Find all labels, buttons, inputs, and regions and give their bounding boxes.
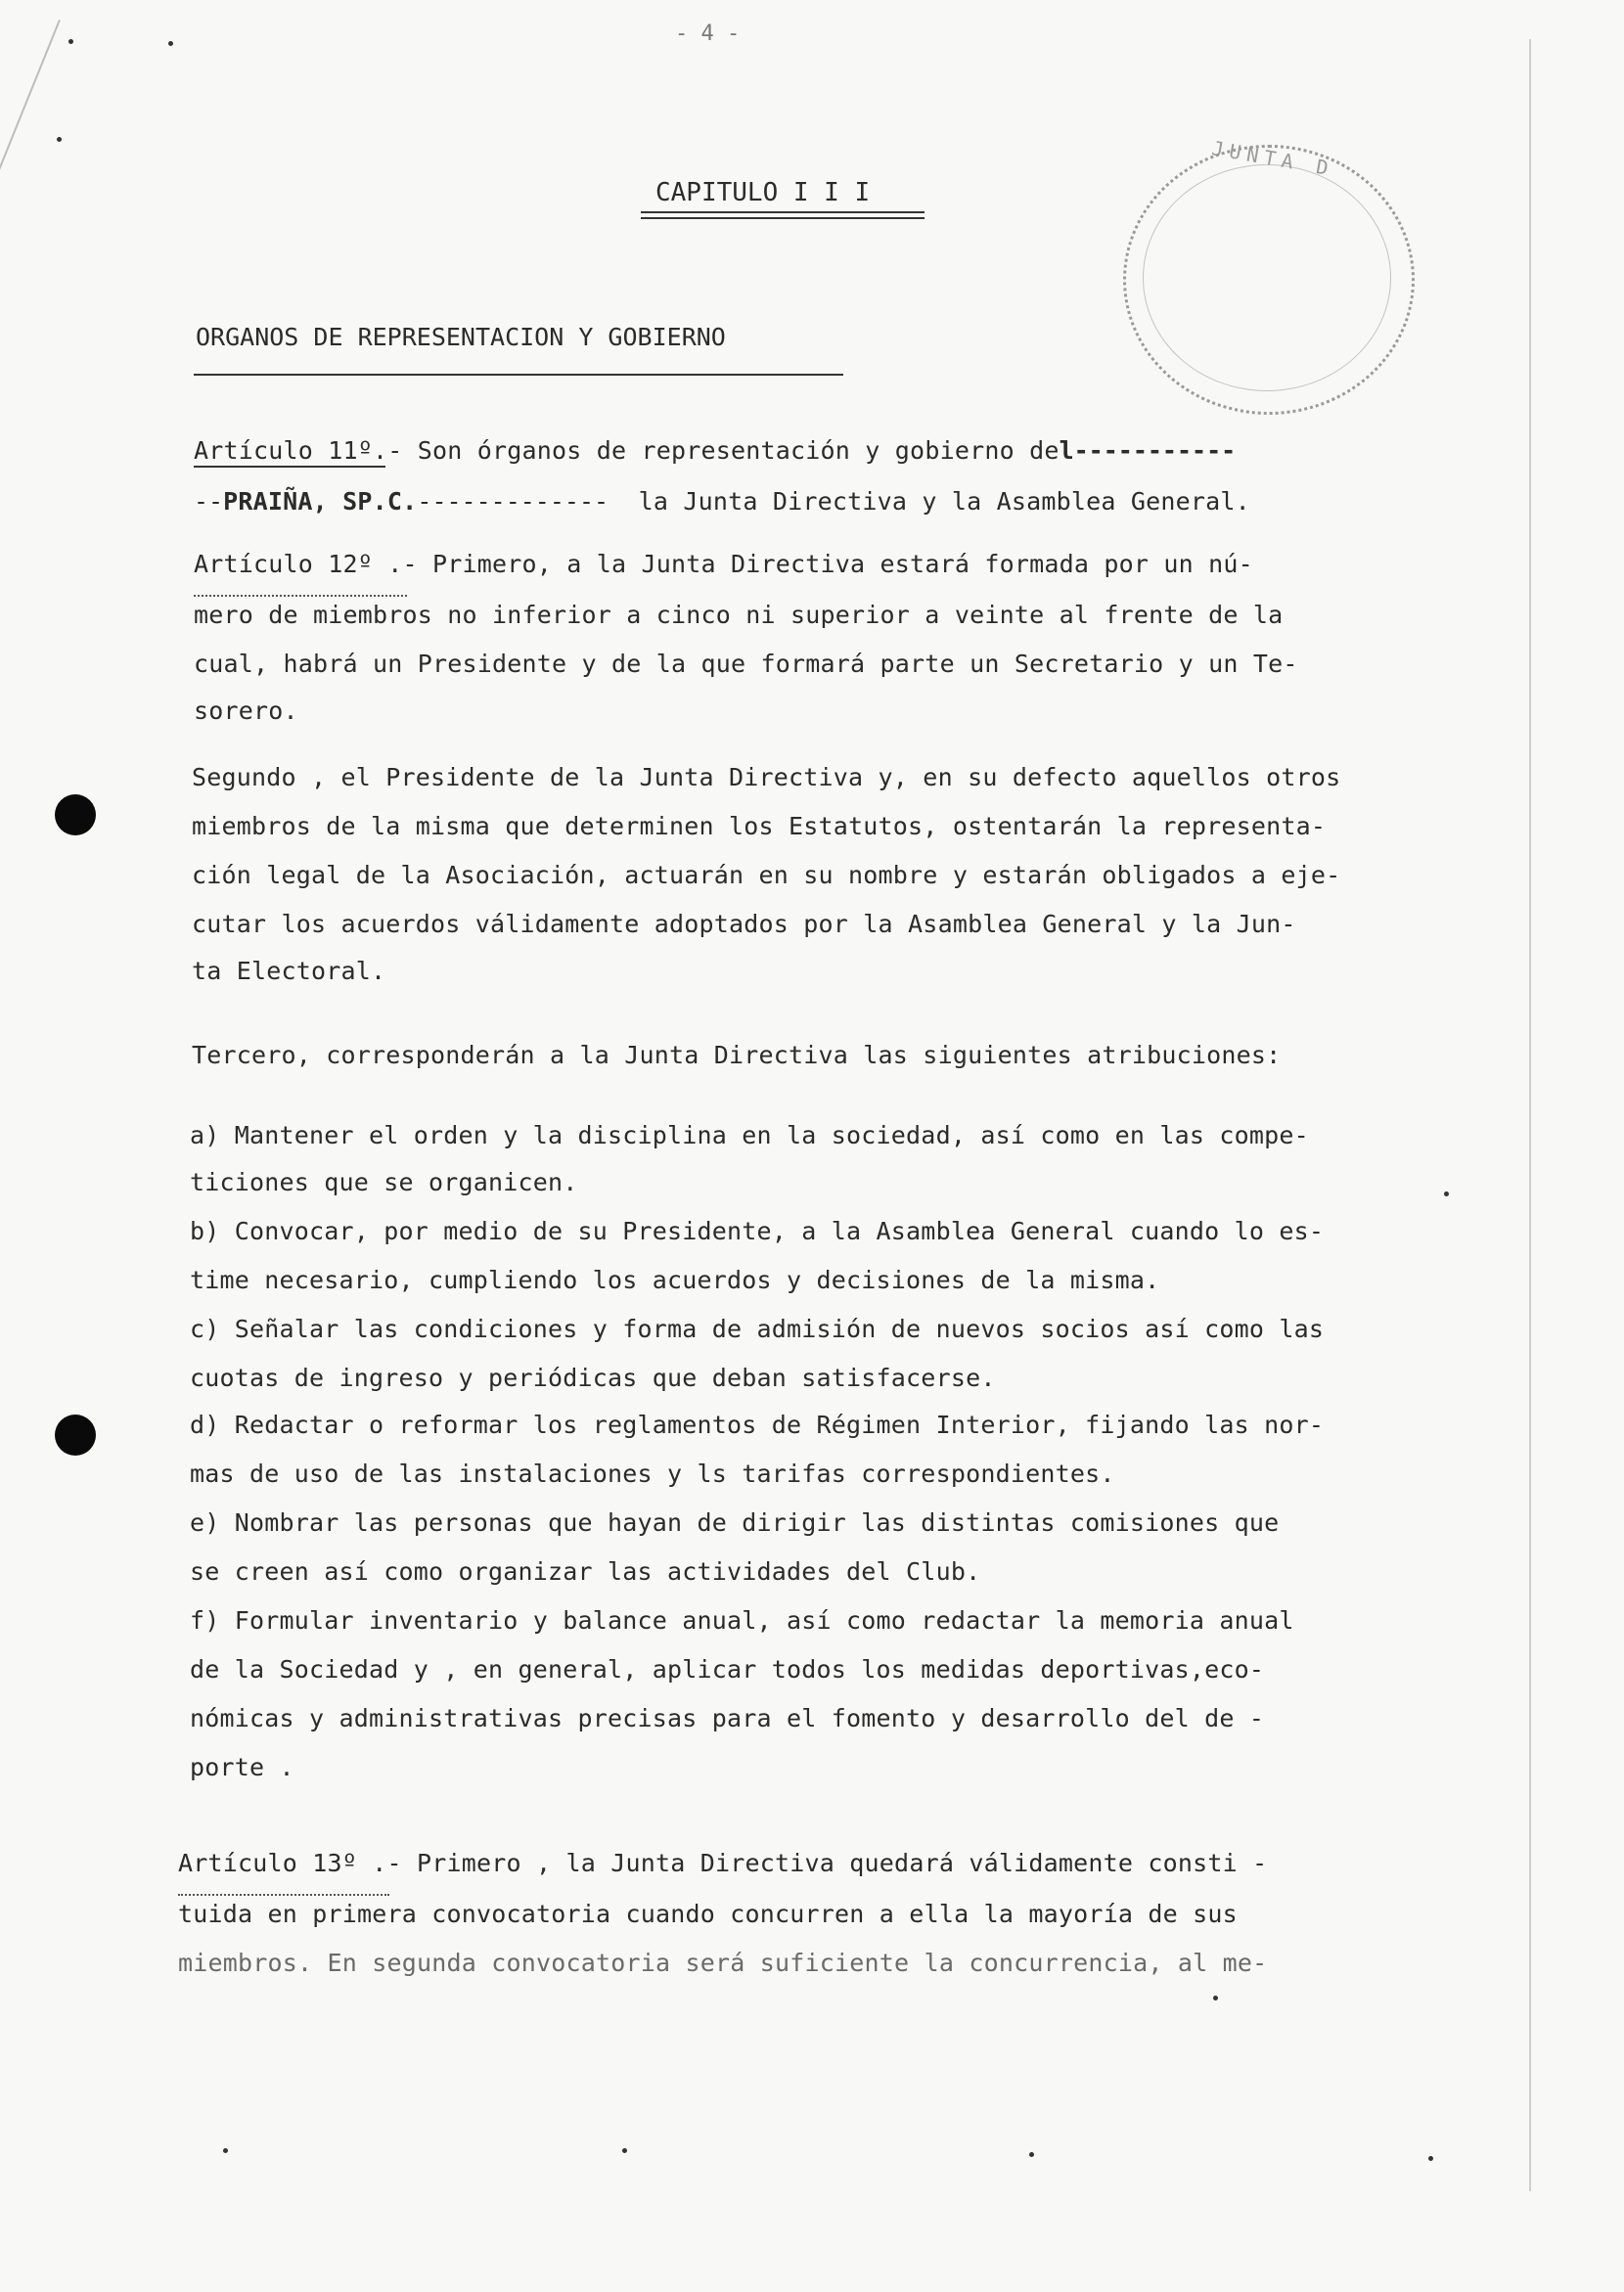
item-d-line-2: mas de uso de las instalaciones y ls tarifas correspondientes. bbox=[190, 1460, 1115, 1488]
segundo-line-5: ta Electoral. bbox=[192, 957, 386, 985]
item-e-line-2: se creen así como organizar las actividades del Club. bbox=[190, 1557, 981, 1586]
art11-line-2: --PRAIÑA, SP.C.------------- la Junta Directiva y la Asamblea General. bbox=[194, 487, 1250, 516]
art13-line-1: Artículo 13º .- Primero , la Junta Directiva quedará válidamente consti - bbox=[178, 1849, 1268, 1877]
item-f-line-2: de la Sociedad y , en general, aplicar todos los medidas deportivas,eco- bbox=[190, 1655, 1265, 1684]
segundo-line-3: ción legal de la Asociación, actuarán en su nombre y estarán obligados a eje- bbox=[192, 861, 1341, 889]
item-a-line-1: a) Mantener el orden y la disciplina en la sociedad, así como en las compe- bbox=[190, 1121, 1309, 1149]
scan-speck bbox=[223, 2148, 228, 2153]
item-c-line-1: c) Señalar las condiciones y forma de admisión de nuevos socios así como las bbox=[190, 1315, 1325, 1343]
item-f-line-3: nómicas y administrativas precisas para el fomento y desarrollo del de - bbox=[190, 1704, 1265, 1732]
hole-punch-mark bbox=[55, 794, 96, 835]
chapter-title: CAPITULO I I I bbox=[655, 178, 871, 207]
segundo-line-4: cutar los acuerdos válidamente adoptados por la Asamblea General y la Jun- bbox=[192, 910, 1296, 938]
scan-speck bbox=[1029, 2152, 1034, 2157]
scan-scratch bbox=[0, 20, 61, 220]
section-underline bbox=[194, 374, 843, 376]
item-d-line-1: d) Redactar o reformar los reglamentos de Régimen Interior, fijando las nor- bbox=[190, 1411, 1325, 1439]
segundo-line-1: Segundo , el Presidente de la Junta Directiva y, en su defecto aquellos otros bbox=[192, 763, 1341, 791]
chapter-underline-1 bbox=[641, 211, 925, 213]
art12-line-2: mero de miembros no inferior a cinco ni superior a veinte al frente de la bbox=[194, 601, 1284, 629]
art11-label-underline bbox=[194, 466, 385, 468]
art12-line-4: sorero. bbox=[194, 697, 298, 725]
art13-line-3: miembros. En segunda convocatoria será suficiente la concurrencia, al me- bbox=[178, 1949, 1268, 1977]
segundo-line-2: miembros de la misma que determinen los Estatutos, ostentarán la representa- bbox=[192, 812, 1327, 840]
art11-label: Artículo 11º bbox=[194, 436, 374, 465]
item-f-line-4: porte . bbox=[190, 1753, 294, 1781]
art11-line-1: Artículo 11º.- Son órganos de representación y gobierno del----------- bbox=[194, 436, 1237, 465]
scan-speck bbox=[57, 137, 62, 142]
section-title: ORGANOS DE REPRESENTACION Y GOBIERNO bbox=[196, 323, 726, 351]
item-f-line-1: f) Formular inventario y balance anual, así como redactar la memoria anual bbox=[190, 1606, 1294, 1635]
item-a-line-2: ticiones que se organicen. bbox=[190, 1168, 578, 1196]
hole-punch-mark bbox=[55, 1415, 96, 1456]
item-b-line-2: time necesario, cumpliendo los acuerdos y decisiones de la misma. bbox=[190, 1266, 1160, 1294]
chapter-underline-2 bbox=[641, 217, 925, 219]
art12-label: Artículo 12º bbox=[194, 550, 374, 578]
club-name: PRAIÑA, SP.C. bbox=[223, 487, 418, 516]
stamp-seal-text: JUNTA D bbox=[1209, 136, 1336, 181]
art13-line-2: tuida en primera convocatoria cuando concurren a ella la mayoría de sus bbox=[178, 1900, 1238, 1928]
scan-speck bbox=[1213, 1996, 1218, 2000]
scan-edge-line bbox=[1529, 39, 1531, 2191]
art12-line-1: Artículo 12º .- Primero, a la Junta Directiva estará formada por un nú- bbox=[194, 550, 1253, 578]
art12-label-underline bbox=[194, 595, 407, 597]
scan-speck bbox=[622, 2148, 627, 2153]
tercero-line: Tercero, corresponderán a la Junta Directiva las siguientes atribuciones: bbox=[192, 1041, 1282, 1069]
art13-label: Artículo 13º bbox=[178, 1849, 358, 1877]
item-c-line-2: cuotas de ingreso y periódicas que deban satisfacerse. bbox=[190, 1364, 996, 1392]
art13-label-underline bbox=[178, 1894, 389, 1896]
scan-speck bbox=[68, 39, 73, 44]
art12-line-3: cual, habrá un Presidente y de la que formará parte un Secretario y un Te- bbox=[194, 650, 1298, 678]
scan-speck bbox=[1444, 1191, 1449, 1196]
stamp-seal-inner bbox=[1143, 164, 1391, 391]
page-number: - 4 - bbox=[675, 22, 741, 46]
item-b-line-1: b) Convocar, por medio de su Presidente, a la Asamblea General cuando lo es- bbox=[190, 1217, 1325, 1245]
item-e-line-1: e) Nombrar las personas que hayan de dirigir las distintas comisiones que bbox=[190, 1508, 1280, 1537]
scan-speck bbox=[1428, 2156, 1433, 2161]
scan-speck bbox=[168, 41, 173, 46]
